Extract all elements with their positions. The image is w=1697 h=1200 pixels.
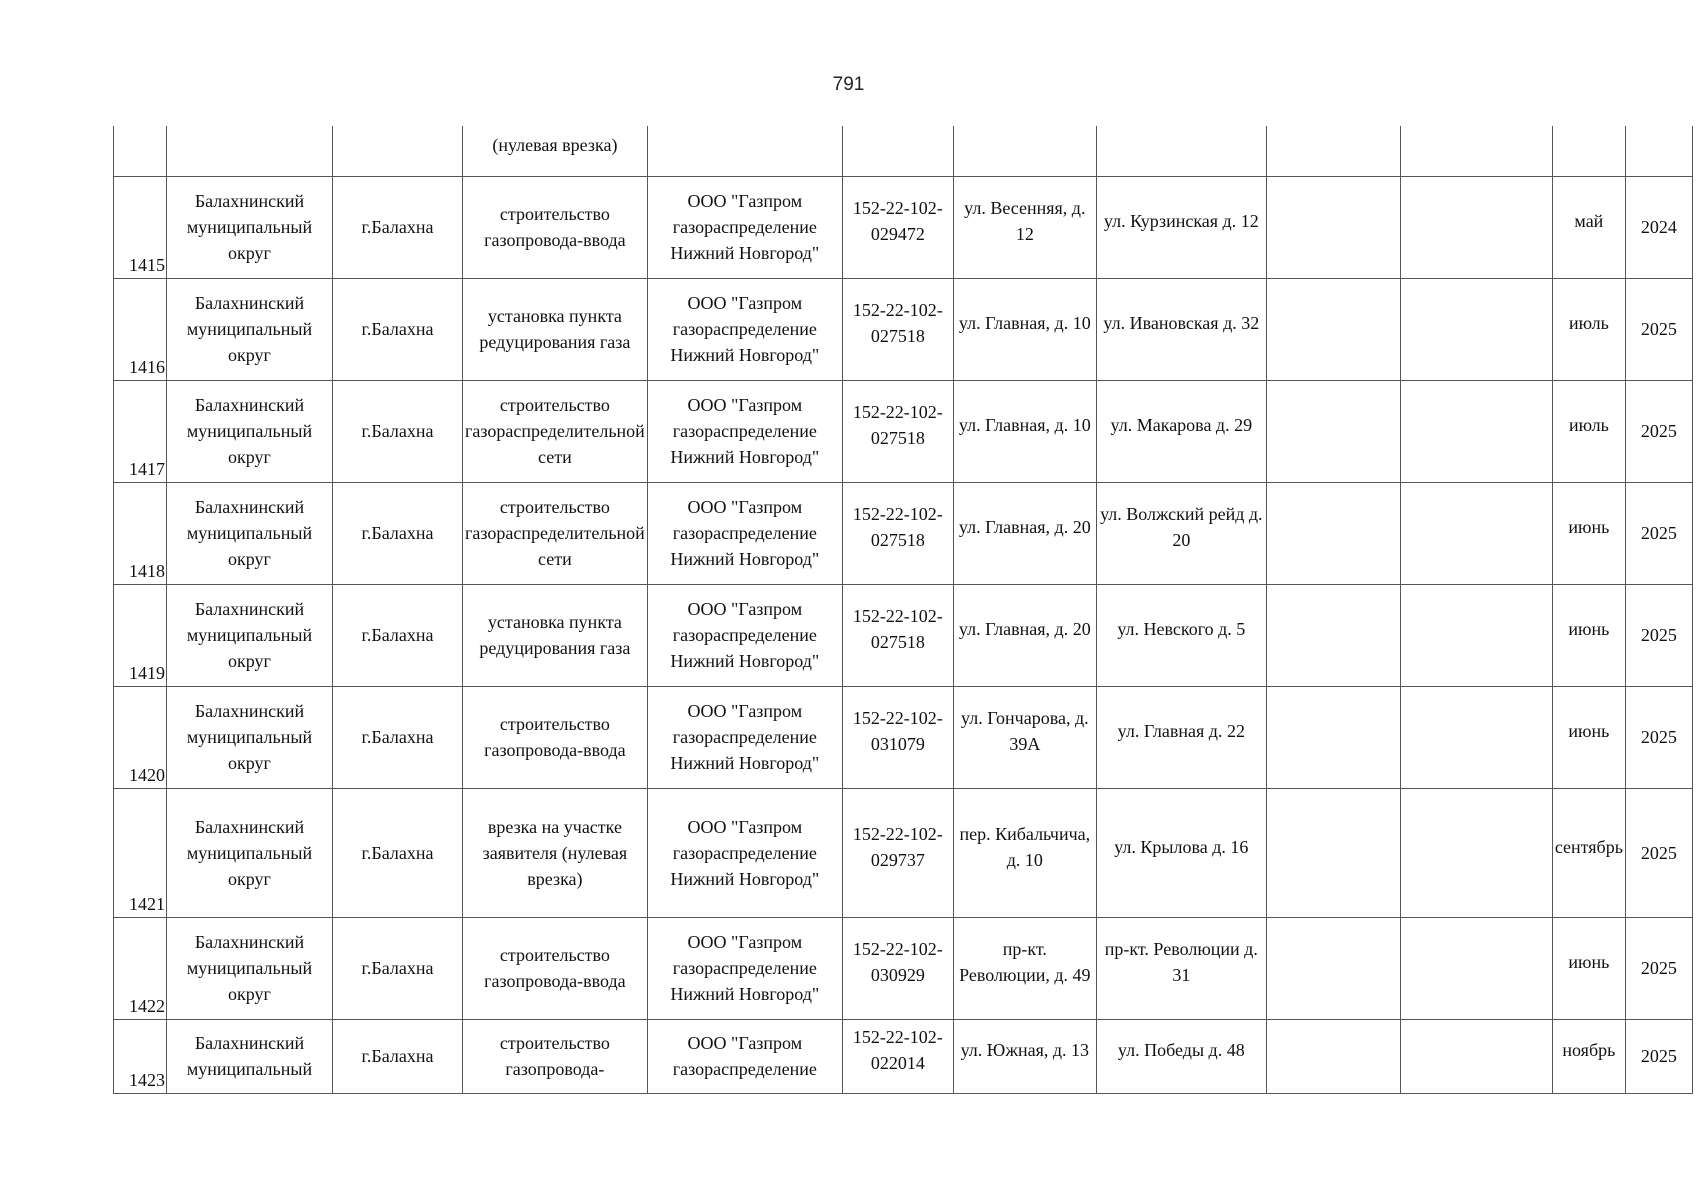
cell-empty-2 [1400,917,1552,1019]
cell-to [1096,278,1266,380]
cell-from [953,917,1096,1019]
table-row-continuation [114,126,1693,176]
cell-code-text: 152-22-102-029737 [852,823,943,870]
cell-city-text: г.Балахна [361,523,434,543]
cell-city [333,482,463,584]
cell-work [463,1019,648,1093]
cell-to-text: ул. Невского д. 5 [1117,619,1246,639]
cell-empty-2 [1400,788,1552,917]
cell-work-text: врезка на участке заявителя (нулевая врезка) [482,816,628,889]
cell-org [647,917,842,1019]
cell-from [953,278,1096,380]
cell-work-text: установка пункта редуцирования газа [479,306,631,352]
cell-year [1625,126,1692,176]
cell-city [333,788,463,917]
cell-year-text: 2025 [1640,842,1677,863]
cell-year [1625,917,1692,1019]
cell-month-text: июнь [1568,517,1610,537]
cell-code [842,380,953,482]
cell-org-text: ООО "Газпром газораспределение Нижний Новгород" [670,497,820,569]
table-row [114,788,1693,917]
cell-empty-1 [1266,584,1400,686]
cell-empty-1 [1266,176,1400,278]
table-row [114,278,1693,380]
cell-code [842,126,953,176]
cell-year-text: 2025 [1640,727,1677,747]
cell-to [1096,584,1266,686]
cell-district-text: Балахнинский муниципальный округ [186,395,313,467]
cell-num [114,584,167,686]
cell-num [114,686,167,788]
table-row [114,176,1693,278]
cell-city [333,686,463,788]
cell-city-text: г.Балахна [361,625,434,645]
cell-work-text: (нулевая врезка) [492,134,618,155]
cell-num [114,126,167,176]
cell-from [953,1019,1096,1093]
cell-district-text: Балахнинский муниципальный округ [186,497,313,569]
cell-work [463,380,648,482]
cell-city [333,1019,463,1093]
cell-from-text: ул. Главная, д. 10 [958,313,1091,333]
cell-district-text: Балахнинский муниципальный округ [186,816,313,889]
cell-empty-2 [1400,1019,1552,1093]
cell-to [1096,126,1266,176]
cell-from-text: ул. Весенняя, д. 12 [964,198,1086,244]
cell-num-text: 1416 [129,356,165,377]
cell-from [953,176,1096,278]
cell-district [167,126,333,176]
cell-work-text: строительство газопровода-ввода [484,714,626,760]
cell-year [1625,176,1692,278]
cell-code [842,917,953,1019]
cell-from-text: ул. Южная, д. 13 [960,1040,1090,1060]
cell-month [1552,126,1625,176]
cell-org-text: ООО "Газпром газораспределение Нижний Новгород" [670,701,820,773]
cell-org-text: ООО "Газпром газораспределение Нижний Новгород" [670,191,820,263]
cell-district-text: Балахнинский муниципальный округ [186,191,313,263]
cell-empty-2 [1400,482,1552,584]
cell-empty-1 [1266,126,1400,176]
cell-month [1552,686,1625,788]
cell-month [1552,584,1625,686]
cell-month-text: июль [1568,313,1609,333]
cell-empty-1 [1266,278,1400,380]
cell-to-text: пр-кт. Революции д. 31 [1104,939,1258,985]
cell-month [1552,380,1625,482]
cell-city-text: г.Балахна [361,319,434,339]
cell-year-text: 2025 [1640,1046,1677,1066]
cell-work [463,278,648,380]
cell-num-text: 1422 [129,995,165,1016]
cell-to [1096,917,1266,1019]
cell-district-text: Балахнинский муниципальный округ [186,932,313,1004]
cell-district [167,917,333,1019]
cell-year-text: 2025 [1640,523,1677,543]
cell-year [1625,380,1692,482]
cell-org-text: ООО "Газпром газораспределение Нижний Новгород" [670,816,820,889]
cell-code-text: 152-22-102-027518 [852,606,943,652]
cell-month [1552,482,1625,584]
cell-org-text: ООО "Газпром газораспределение [672,1033,817,1079]
cell-code-text: 152-22-102-029472 [852,198,943,244]
cell-org [647,686,842,788]
cell-city-text: г.Балахна [361,1046,434,1066]
cell-district-text: Балахнинский муниципальный [186,1033,313,1079]
cell-month [1552,1019,1625,1093]
cell-month-text: июнь [1568,721,1610,741]
cell-org-text: ООО "Газпром газораспределение Нижний Новгород" [670,599,820,671]
cell-empty-2 [1400,126,1552,176]
cell-year [1625,788,1692,917]
cell-from-text: ул. Главная, д. 20 [958,619,1091,639]
cell-city [333,917,463,1019]
cell-from-text: пр-кт. Революции, д. 49 [959,939,1091,985]
cell-num [114,788,167,917]
cell-year [1625,278,1692,380]
cell-to-text: ул. Главная д. 22 [1117,721,1245,741]
cell-from-text: ул. Гончарова, д. 39А [961,708,1089,754]
cell-empty-1 [1266,482,1400,584]
cell-year [1625,482,1692,584]
cell-city [333,380,463,482]
cell-num [114,176,167,278]
cell-code-text: 152-22-102-031079 [852,708,943,754]
cell-district [167,482,333,584]
cell-year-text: 2024 [1640,217,1677,237]
cell-city-text: г.Балахна [361,958,434,978]
cell-to [1096,686,1266,788]
table-row [114,917,1693,1019]
cell-num [114,482,167,584]
cell-to [1096,482,1266,584]
cell-num-text: 1423 [129,1069,165,1090]
cell-to-text: ул. Победы д. 48 [1117,1040,1245,1060]
table-row [114,1019,1693,1093]
cell-month [1552,176,1625,278]
cell-num [114,1019,167,1093]
cell-district [167,278,333,380]
cell-to-text: ул. Волжский рейд д. 20 [1100,504,1263,550]
cell-num-text: 1420 [129,764,165,785]
cell-empty-1 [1266,380,1400,482]
cell-year [1625,584,1692,686]
cell-month-text: сентябрь [1554,836,1623,857]
cell-empty-1 [1266,788,1400,917]
cell-city [333,126,463,176]
cell-code [842,482,953,584]
cell-city [333,176,463,278]
cell-org [647,584,842,686]
cell-city-text: г.Балахна [361,217,434,237]
cell-org [647,1019,842,1093]
cell-city-text: г.Балахна [361,727,434,747]
cell-to [1096,1019,1266,1093]
cell-org-text: ООО "Газпром газораспределение Нижний Новгород" [670,932,820,1004]
cell-org [647,482,842,584]
cell-work [463,126,648,176]
cell-from-text: пер. Кибальчича, д. 10 [959,823,1091,870]
cell-org [647,176,842,278]
cell-code-text: 152-22-102-030929 [852,939,943,985]
cell-district-text: Балахнинский муниципальный округ [186,293,313,365]
cell-district [167,686,333,788]
cell-district [167,584,333,686]
cell-num [114,380,167,482]
cell-org [647,380,842,482]
cell-empty-2 [1400,278,1552,380]
cell-year-text: 2025 [1640,958,1677,978]
cell-empty-1 [1266,917,1400,1019]
cell-city [333,278,463,380]
cell-org [647,278,842,380]
cell-city [333,584,463,686]
cell-work [463,686,648,788]
cell-to [1096,380,1266,482]
cell-work [463,917,648,1019]
cell-code [842,1019,953,1093]
cell-org-text: ООО "Газпром газораспределение Нижний Новгород" [670,293,820,365]
table-row [114,584,1693,686]
cell-from [953,482,1096,584]
cell-to-text: ул. Ивановская д. 32 [1103,313,1260,333]
cell-month-text: июль [1568,415,1609,435]
cell-num [114,278,167,380]
cell-num-text: 1418 [129,560,165,581]
cell-month [1552,278,1625,380]
cell-to [1096,788,1266,917]
cell-code-text: 152-22-102-027518 [852,300,943,346]
cell-city-text: г.Балахна [361,421,434,441]
cell-year [1625,686,1692,788]
cell-to [1096,176,1266,278]
cell-code [842,788,953,917]
cell-work [463,176,648,278]
cell-from-text: ул. Главная, д. 10 [958,415,1091,435]
cell-org [647,126,842,176]
cell-month [1552,788,1625,917]
cell-empty-2 [1400,176,1552,278]
cell-empty-1 [1266,686,1400,788]
cell-code [842,278,953,380]
cell-district-text: Балахнинский муниципальный округ [186,599,313,671]
cell-work [463,482,648,584]
cell-from [953,380,1096,482]
table-row [114,380,1693,482]
cell-work-text: установка пункта редуцирования газа [479,612,631,658]
cell-month-text: ноябрь [1562,1040,1616,1060]
cell-to-text: ул. Курзинская д. 12 [1103,211,1259,231]
cell-num [114,917,167,1019]
cell-num-text: 1419 [129,662,165,683]
table-row [114,482,1693,584]
cell-code [842,584,953,686]
cell-district [167,788,333,917]
cell-district-text: Балахнинский муниципальный округ [186,701,313,773]
cell-code [842,686,953,788]
cell-from [953,584,1096,686]
cell-district [167,380,333,482]
cell-empty-2 [1400,686,1552,788]
cell-work-text: строительство газораспределительной сети [465,497,645,569]
cell-month-text: июнь [1568,952,1610,972]
cell-year-text: 2025 [1640,625,1677,645]
cell-org-text: ООО "Газпром газораспределение Нижний Новгород" [670,395,820,467]
cell-code-text: 152-22-102-027518 [852,504,943,550]
cell-work-text: строительство газораспределительной сети [465,395,645,467]
table-row [114,686,1693,788]
cell-num-text: 1421 [129,893,165,914]
cell-work [463,788,648,917]
cell-num-text: 1417 [129,458,165,479]
cell-to-text: ул. Крылова д. 16 [1114,836,1249,857]
cell-from [953,126,1096,176]
cell-year [1625,1019,1692,1093]
cell-month-text: май [1574,211,1604,231]
page-number: 791 [832,74,865,95]
cell-year-text: 2025 [1640,421,1677,441]
cell-district [167,176,333,278]
cell-code [842,176,953,278]
cell-work-text: строительство газопровода- [499,1033,610,1079]
cell-from [953,788,1096,917]
cell-code-text: 152-22-102-022014 [852,1027,943,1073]
cell-empty-1 [1266,1019,1400,1093]
cell-to-text: ул. Макарова д. 29 [1110,415,1253,435]
cell-month-text: июнь [1568,619,1610,639]
cell-city-text: г.Балахна [361,842,434,863]
cell-district [167,1019,333,1093]
cell-from [953,686,1096,788]
cell-work-text: строительство газопровода-ввода [484,204,626,250]
registry-table [113,126,1693,1094]
table-body [114,126,1693,1093]
cell-year-text: 2025 [1640,319,1677,339]
cell-org [647,788,842,917]
cell-code-text: 152-22-102-027518 [852,402,943,448]
cell-work [463,584,648,686]
cell-work-text: строительство газопровода-ввода [484,945,626,991]
cell-empty-2 [1400,380,1552,482]
cell-num-text: 1415 [129,254,165,275]
cell-month [1552,917,1625,1019]
cell-empty-2 [1400,584,1552,686]
cell-from-text: ул. Главная, д. 20 [958,517,1091,537]
